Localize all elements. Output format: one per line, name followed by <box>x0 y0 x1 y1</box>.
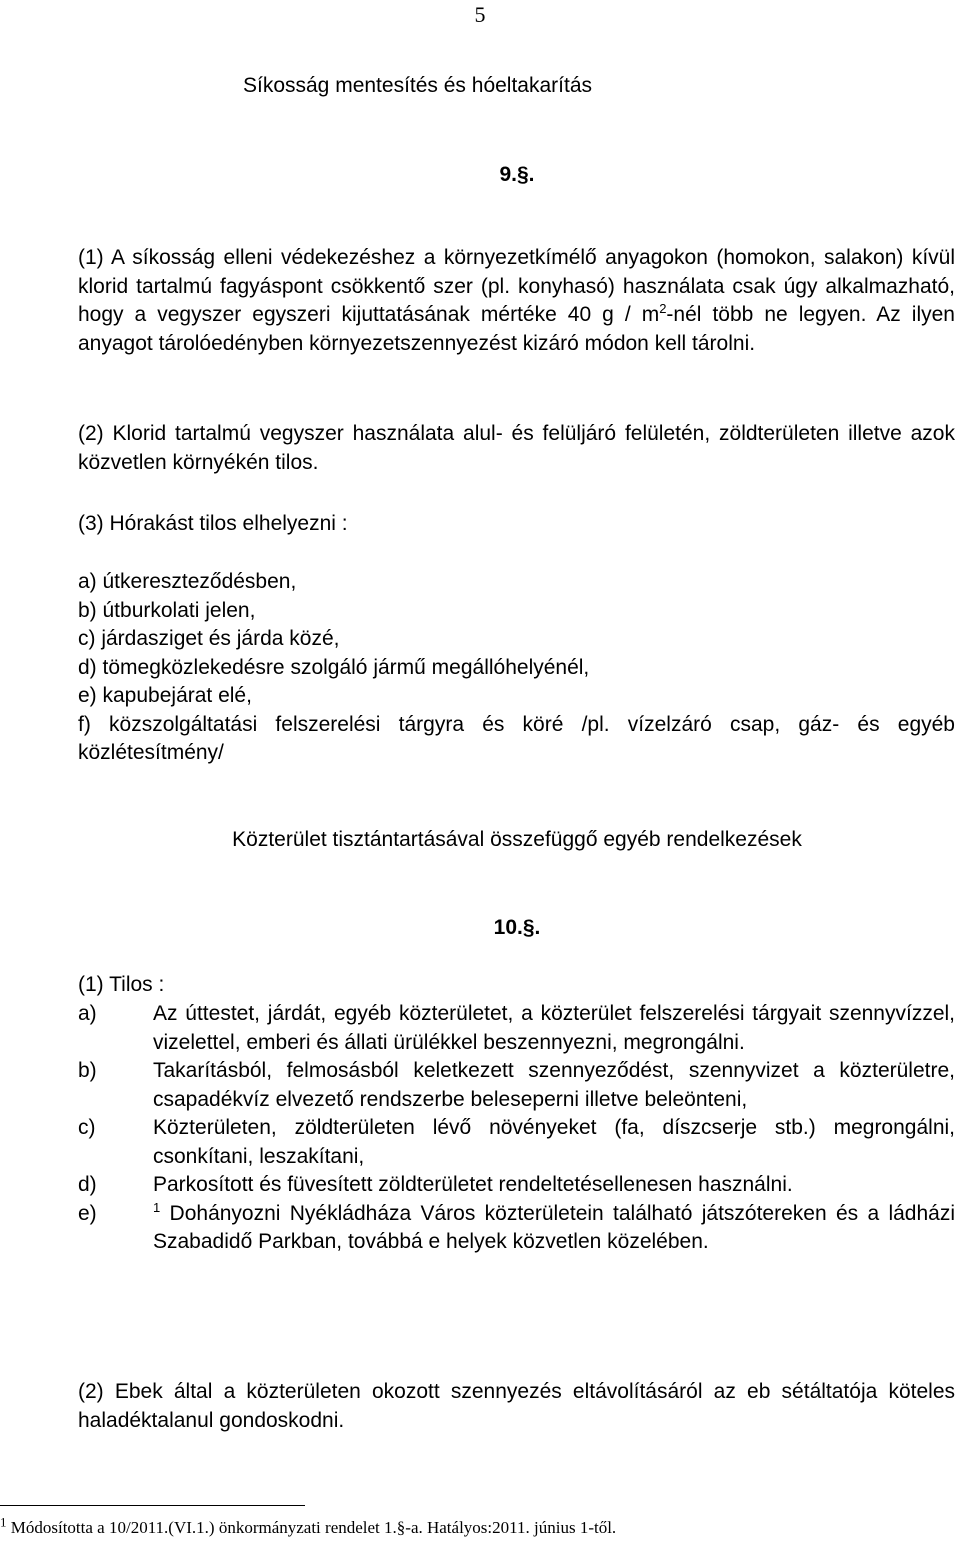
list-item <box>78 1057 955 1114</box>
paragraph-1-text: (1) A síkosság elleni védekezéshez a környezetkímélő anyagokon (homokon, salakon) kívül klorid tartalmú fagyáspont csökkentő szer (pl. konyhasó) használata csak úgy alkalmazható, hogy a vegyszer egyszeri kijuttatásának mértéke 40 g / m <box>78 246 955 326</box>
list-item-text: Közterületen, zöldterületen lévő növényeket (fa, díszcserje stb.) megrongálni, csonkítani, leszakítani, <box>153 1116 955 1168</box>
list-item-text: Takarításból, felmosásból keletkezett szennyeződést, szennyvizet a közterületre, csapadékvíz elvezető rendszerbe beleseperni illetve beleönteni, <box>153 1059 955 1111</box>
list-item: c) járdasziget és járda közé, <box>78 627 340 650</box>
footnote-mark: 1 <box>0 1514 7 1530</box>
list-item <box>78 1171 955 1200</box>
list-item-text: Az úttestet, járdát, egyéb közterületet, a közterület felszerelési tárgyait szennyvízzel, vizelettel, emberi és állati ürülékkel beszennyezni, megrongálni. <box>153 1002 955 1054</box>
section-heading: Közterület tisztántartásával összefüggő egyéb rendelkezések <box>232 828 802 851</box>
list-item-text-wrap <box>153 1200 955 1257</box>
list-marker: d) <box>78 1173 97 1196</box>
list-marker: e) <box>78 1201 97 1225</box>
paragraph-3: (3) Hórakást tilos elhelyezni : <box>78 512 348 535</box>
superscript: 2 <box>659 301 667 316</box>
list-item: d) tömegközlekedésre szolgáló jármű megállóhelyénél, <box>78 655 590 679</box>
list-item: a) útkereszteződésben, <box>78 570 297 593</box>
footnote <box>0 1514 960 1539</box>
list-item <box>78 1000 955 1057</box>
list-item <box>78 1114 955 1171</box>
section-heading: Síkosság mentesítés és hóeltakarítás <box>242 74 592 97</box>
footnote-reference: 1 <box>153 1199 161 1215</box>
paragraph-2: (2) Klorid tartalmú vegyszer használata alul- és felüljáró felületén, zöldterületen illetve azok közvetlen környékén tilos. <box>78 422 955 474</box>
list-item <box>78 1200 955 1257</box>
paragraph-dogs: (2) Ebek által a közterületen okozott szennyezés eltávolításáról az eb sétáltatója köteles haladéktalanul gondoskodni. <box>78 1380 955 1432</box>
section-number: 9.§. <box>499 163 535 186</box>
paragraph-1 <box>78 244 955 358</box>
paragraph-1-text-cont: -nél több ne legyen. Az ilyen anyagot tárolóedényben környezetszennyezést kizáró módon kell tárolni. <box>78 303 955 355</box>
list-item: f) közszolgáltatási felszerelési tárgyra és köré /pl. vízelzáró csap, gáz- és egyéb közlétesítmény/ <box>78 712 955 764</box>
list-item: b) útburkolati jelen, <box>78 598 256 622</box>
section-number: 10.§. <box>493 916 541 939</box>
list-marker: c) <box>78 1116 96 1139</box>
list-item: e) kapubejárat elé, <box>78 684 252 707</box>
list-marker: a) <box>78 1002 97 1025</box>
footnote-text: Módosította a 10/2011.(VI.1.) önkormányzati rendelet 1.§-a. Hatályos:2011. június 1-től. <box>10 1518 617 1537</box>
paragraph-prohibited: (1) Tilos : <box>78 973 165 996</box>
list-item-text: Dohányozni Nyékládháza Város közterületein található játszótereken és a ládházi Szabadidő Parkban, továbbá e helyek közvetlen közelében. <box>153 1201 955 1253</box>
list-marker: b) <box>78 1059 97 1082</box>
footnote-separator <box>0 1505 305 1506</box>
list-item-text: Parkosított és füvesített zöldterületet rendeltetésellenesen használni. <box>153 1173 793 1196</box>
prohibited-list <box>78 1000 955 1257</box>
snow-placement-list <box>78 568 955 768</box>
page-number: 5 <box>474 2 486 27</box>
